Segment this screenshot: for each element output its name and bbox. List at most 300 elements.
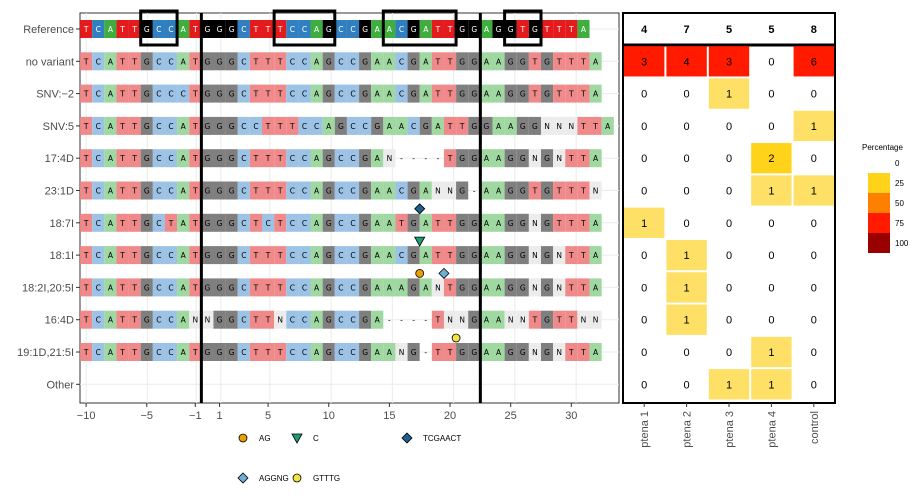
base-letter: G: [325, 186, 332, 196]
base-letter: A: [314, 57, 320, 67]
base-letter: A: [180, 25, 186, 34]
base-letter: A: [593, 283, 599, 293]
base-letter: A: [180, 57, 186, 67]
base-letter: T: [192, 25, 198, 34]
base-letter: G: [228, 315, 235, 325]
base-letter: C: [338, 218, 344, 228]
base-letter: T: [192, 348, 198, 357]
base-letter: T: [83, 251, 89, 261]
base-letter: G: [544, 218, 550, 228]
base-letter: G: [228, 121, 235, 131]
base-letter: G: [507, 89, 514, 99]
base-letter: N: [192, 315, 199, 325]
base-letter: A: [593, 57, 599, 67]
base-letter: -: [436, 154, 440, 164]
base-letter: T: [253, 251, 259, 261]
base-letter: A: [107, 57, 113, 67]
heat-cell-value: 0: [810, 88, 817, 101]
base-letter: C: [156, 251, 162, 261]
base-letter: T: [192, 89, 198, 99]
base-letter: G: [519, 121, 526, 131]
base-letter: C: [350, 348, 356, 357]
base-letter: T: [132, 315, 137, 325]
base-letter: G: [228, 218, 235, 228]
row-label: Reference: [23, 24, 74, 36]
base-letter: -: [424, 154, 428, 164]
legend-swatch: [868, 233, 890, 253]
column-total: 8: [810, 24, 817, 36]
base-letter: T: [265, 25, 271, 34]
base-letter: T: [556, 57, 562, 67]
alignment-panel: [17, 11, 619, 422]
base-letter: A: [386, 283, 392, 293]
base-letter: T: [581, 348, 586, 357]
base-letter: G: [471, 154, 478, 164]
base-letter: C: [95, 348, 101, 357]
base-letter: A: [180, 186, 186, 196]
base-letter: T: [556, 315, 562, 325]
legend-swatch: [868, 193, 890, 213]
base-letter: G: [459, 348, 466, 357]
base-letter: C: [350, 154, 356, 164]
base-letter: A: [423, 251, 429, 261]
base-letter: T: [593, 121, 598, 131]
base-letter: T: [253, 25, 259, 34]
base-letter: A: [386, 186, 392, 196]
heat-cell-value: 0: [683, 120, 690, 133]
base-letter: A: [374, 251, 380, 261]
base-letter: N: [556, 251, 563, 261]
base-letter: G: [204, 57, 211, 67]
base-letter: T: [120, 25, 125, 34]
base-letter: T: [581, 251, 586, 261]
base-letter: C: [168, 154, 174, 164]
base-letter: G: [204, 121, 211, 131]
base-letter: A: [495, 121, 502, 131]
base-letter: G: [410, 57, 417, 67]
base-letter: A: [495, 89, 502, 99]
base-letter: C: [301, 315, 308, 325]
insertion-legend-label: TCGAACT: [423, 434, 462, 443]
base-letter: N: [580, 315, 587, 325]
base-letter: A: [374, 154, 380, 164]
base-letter: T: [277, 348, 283, 357]
base-letter: G: [228, 25, 235, 34]
x-tick-label: 5: [265, 410, 272, 422]
base-letter: A: [398, 121, 405, 131]
insertion-legend-label: GTTTG: [313, 474, 341, 483]
row-label: 17:4D: [44, 153, 74, 166]
base-letter: G: [471, 283, 478, 293]
base-letter: T: [120, 348, 125, 357]
column-total: 5: [768, 24, 775, 36]
base-letter: C: [241, 186, 247, 196]
heat-cell-value: 6: [810, 56, 817, 69]
base-letter: G: [544, 283, 550, 293]
base-letter: T: [253, 57, 259, 67]
insertion-legend-key: [238, 473, 248, 483]
heat-cell-value: 0: [810, 379, 817, 392]
base-letter: G: [459, 218, 466, 228]
heat-cell-value: 0: [641, 379, 648, 392]
base-letter: C: [301, 283, 308, 293]
base-letter: T: [265, 283, 271, 293]
base-letter: N: [532, 154, 538, 164]
base-letter: G: [143, 251, 150, 261]
base-letter: C: [156, 121, 162, 131]
base-letter: A: [605, 121, 611, 131]
base-letter: A: [495, 348, 502, 357]
base-letter: G: [507, 154, 514, 164]
base-letter: -: [412, 154, 415, 164]
base-letter: T: [83, 315, 89, 325]
base-letter: G: [544, 57, 550, 67]
insertion-marker: [452, 334, 460, 342]
base-letter: A: [483, 89, 489, 99]
base-letter: C: [95, 218, 101, 228]
base-letter: C: [350, 186, 356, 196]
base-letter: G: [362, 315, 369, 325]
base-letter: G: [204, 251, 211, 261]
base-letter: T: [277, 218, 283, 228]
base-letter: G: [544, 154, 550, 164]
base-letter: G: [410, 186, 417, 196]
base-letter: C: [338, 283, 344, 293]
base-letter: T: [132, 218, 137, 228]
base-letter: G: [362, 251, 369, 261]
base-letter: G: [459, 57, 466, 67]
base-letter: A: [107, 121, 113, 131]
base-letter: T: [253, 315, 259, 325]
base-letter: T: [265, 348, 271, 357]
base-letter: T: [253, 89, 259, 99]
base-letter: T: [556, 186, 562, 196]
base-letter: G: [422, 121, 429, 131]
base-letter: C: [398, 89, 405, 99]
heat-cell-value: 1: [810, 185, 817, 198]
base-letter: C: [398, 251, 405, 261]
base-letter: A: [374, 315, 380, 325]
base-letter: A: [374, 348, 380, 357]
base-letter: G: [216, 186, 223, 196]
base-letter: G: [532, 25, 538, 34]
base-letter: T: [556, 218, 562, 228]
base-letter: T: [520, 25, 526, 34]
base-letter: C: [168, 251, 174, 261]
base-letter: G: [471, 57, 478, 67]
base-letter: G: [519, 251, 526, 261]
base-letter: A: [580, 25, 587, 34]
base-letter: A: [593, 89, 599, 99]
base-letter: C: [289, 283, 295, 293]
base-letter: G: [325, 218, 332, 228]
base-letter: G: [374, 121, 381, 131]
base-letter: T: [192, 57, 198, 67]
x-tick-label: 25: [504, 410, 517, 422]
base-letter: C: [289, 218, 295, 228]
base-letter: A: [326, 121, 332, 131]
base-letter: T: [83, 57, 89, 67]
base-letter: G: [325, 154, 332, 164]
base-letter: G: [228, 186, 235, 196]
base-letter: N: [459, 315, 465, 325]
base-letter: G: [228, 348, 235, 357]
base-letter: A: [314, 154, 320, 164]
base-letter: G: [325, 348, 332, 357]
base-letter: T: [120, 57, 125, 67]
heat-cell-value: 0: [810, 217, 817, 230]
base-letter: A: [398, 283, 405, 293]
base-letter: C: [253, 121, 259, 131]
base-letter: G: [325, 25, 332, 34]
base-letter: C: [350, 121, 356, 131]
row-label: 19:1D,21:5I: [17, 347, 74, 359]
heat-cell-value: 0: [725, 120, 733, 133]
base-letter: G: [519, 57, 526, 67]
insertion-legend: [238, 433, 461, 483]
base-letter: G: [544, 251, 550, 261]
base-letter: N: [592, 315, 599, 325]
base-letter: A: [314, 315, 320, 325]
base-letter: A: [107, 315, 113, 325]
base-letter: T: [83, 348, 89, 357]
base-letter: T: [120, 121, 125, 131]
base-letter: T: [435, 89, 441, 99]
base-letter: G: [459, 186, 466, 196]
heat-cell-value: 0: [768, 314, 775, 327]
row-label: 18:7I: [49, 217, 74, 230]
column-total: 4: [641, 24, 648, 36]
base-letter: C: [289, 348, 295, 357]
base-letter: G: [410, 218, 417, 228]
heat-cell-value: 0: [683, 217, 690, 230]
base-letter: T: [447, 121, 453, 131]
base-letter: T: [192, 121, 198, 131]
base-letter: C: [350, 315, 356, 325]
heat-cell-value: 0: [768, 56, 775, 69]
base-letter: -: [388, 315, 391, 325]
base-letter: G: [337, 121, 344, 131]
base-letter: G: [325, 57, 332, 67]
heat-cell-value: 0: [641, 250, 648, 263]
x-tick-label: 1: [216, 410, 223, 422]
base-letter: G: [362, 154, 369, 164]
base-letter: A: [495, 154, 502, 164]
heat-x-label: control: [808, 411, 821, 445]
base-letter: G: [471, 25, 478, 34]
base-letter: G: [143, 57, 150, 67]
base-letter: G: [216, 121, 223, 131]
base-letter: T: [120, 186, 125, 196]
base-letter: C: [95, 57, 101, 67]
heat-cell-value: 0: [725, 217, 733, 230]
base-letter: T: [168, 218, 174, 228]
base-letter: A: [314, 251, 320, 261]
base-letter: T: [277, 121, 283, 131]
base-letter: T: [120, 218, 125, 228]
base-letter: A: [386, 218, 392, 228]
base-letter: C: [168, 315, 174, 325]
base-letter: T: [581, 154, 586, 164]
base-letter: C: [95, 121, 101, 131]
base-letter: C: [301, 57, 308, 67]
base-letter: G: [544, 348, 550, 357]
base-letter: C: [289, 154, 295, 164]
x-tick-label: 15: [383, 410, 396, 422]
column-total: 5: [725, 24, 733, 36]
base-letter: T: [132, 348, 137, 357]
base-letter: A: [423, 186, 429, 196]
base-letter: T: [265, 121, 271, 131]
x-tick-label: −5: [140, 410, 154, 422]
base-letter: A: [483, 186, 489, 196]
base-letter: A: [107, 218, 113, 228]
base-letter: T: [192, 251, 198, 261]
base-letter: A: [314, 283, 320, 293]
base-letter: T: [253, 186, 259, 196]
base-letter: C: [95, 186, 101, 196]
base-letter: C: [241, 121, 247, 131]
base-letter: G: [459, 154, 466, 164]
row-label: Other: [46, 379, 74, 392]
base-letter: T: [581, 218, 586, 228]
base-letter: C: [301, 186, 308, 196]
base-letter: C: [301, 25, 308, 34]
base-letter: -: [412, 315, 415, 325]
base-letter: A: [423, 283, 429, 293]
base-letter: T: [132, 186, 137, 196]
heat-cell-value: 0: [641, 282, 648, 295]
base-letter: N: [447, 315, 453, 325]
base-letter: C: [156, 348, 162, 357]
legend-tick-label: 0: [895, 159, 900, 168]
base-letter: G: [544, 186, 550, 196]
heat-cell-value: 1: [641, 217, 648, 230]
base-letter: C: [338, 348, 344, 357]
base-letter: T: [265, 315, 271, 325]
heat-cell-value: 1: [768, 185, 775, 198]
heat-cell-value: 1: [768, 379, 775, 392]
base-letter: N: [447, 186, 453, 196]
base-letter: C: [338, 154, 344, 164]
base-letter: C: [95, 251, 101, 261]
x-tick-label: 10: [322, 410, 335, 422]
base-letter: G: [410, 251, 417, 261]
base-letter: C: [241, 348, 247, 357]
base-letter: C: [362, 121, 368, 131]
base-letter: T: [120, 251, 125, 261]
base-letter: G: [216, 251, 223, 261]
base-letter: G: [507, 348, 514, 357]
base-letter: C: [289, 25, 295, 34]
base-letter: A: [593, 218, 599, 228]
base-letter: T: [447, 89, 453, 99]
base-letter: -: [400, 315, 403, 325]
base-letter: A: [423, 218, 429, 228]
base-letter: G: [204, 25, 211, 34]
base-letter: N: [556, 154, 563, 164]
base-letter: G: [204, 186, 211, 196]
base-letter: C: [241, 25, 247, 34]
heat-cell-value: 0: [683, 379, 690, 392]
base-letter: C: [350, 57, 356, 67]
base-letter: C: [168, 57, 174, 67]
base-letter: G: [216, 315, 223, 325]
base-letter: C: [301, 348, 308, 357]
heat-cell-value: 0: [683, 347, 690, 359]
base-letter: C: [338, 186, 344, 196]
base-letter: G: [519, 154, 526, 164]
base-letter: G: [410, 283, 417, 293]
base-letter: C: [95, 89, 101, 99]
base-letter: G: [362, 57, 369, 67]
base-letter: T: [192, 283, 198, 293]
base-letter: C: [411, 121, 417, 131]
base-letter: A: [314, 218, 320, 228]
base-letter: T: [265, 89, 271, 99]
base-letter: T: [447, 57, 453, 67]
base-letter: G: [362, 186, 369, 196]
base-letter: G: [519, 218, 526, 228]
base-letter: G: [507, 25, 514, 34]
base-letter: G: [143, 283, 150, 293]
row-label: SNV:−2: [36, 88, 74, 101]
heat-cell-value: 0: [641, 185, 648, 198]
base-letter: G: [471, 89, 478, 99]
heat-cell-value: 0: [641, 314, 648, 327]
base-letter: C: [156, 154, 162, 164]
base-letter: T: [435, 218, 441, 228]
base-letter: A: [386, 57, 392, 67]
base-letter: N: [398, 348, 405, 357]
base-letter: G: [216, 57, 223, 67]
base-letter: N: [507, 315, 514, 325]
base-letter: T: [447, 283, 453, 293]
heat-cell-value: 0: [768, 217, 775, 230]
base-letter: A: [508, 121, 514, 131]
base-letter: N: [435, 186, 441, 196]
base-letter: N: [532, 218, 538, 228]
base-letter: A: [180, 251, 186, 261]
heat-cell-value: 2: [768, 153, 775, 166]
base-letter: T: [120, 154, 125, 164]
base-letter: T: [569, 315, 574, 325]
base-letter: A: [386, 348, 392, 357]
base-letter: T: [569, 57, 574, 67]
base-letter: A: [423, 89, 429, 99]
base-letter: N: [204, 315, 211, 325]
base-letter: G: [459, 25, 466, 34]
base-letter: A: [495, 251, 502, 261]
base-letter: G: [483, 121, 490, 131]
insertion-marker: [416, 269, 424, 277]
base-letter: A: [483, 251, 489, 261]
base-letter: C: [289, 251, 295, 261]
base-letter: T: [132, 89, 137, 99]
base-letter: C: [350, 251, 356, 261]
base-letter: C: [313, 121, 320, 131]
base-letter: A: [107, 283, 113, 293]
base-letter: T: [132, 25, 137, 34]
base-letter: T: [435, 57, 441, 67]
base-letter: C: [156, 186, 162, 196]
base-letter: T: [569, 186, 574, 196]
base-letter: A: [386, 25, 392, 34]
heat-cell-value: 0: [641, 347, 648, 359]
base-letter: T: [277, 89, 283, 99]
base-letter: C: [95, 315, 101, 325]
base-letter: T: [120, 315, 125, 325]
